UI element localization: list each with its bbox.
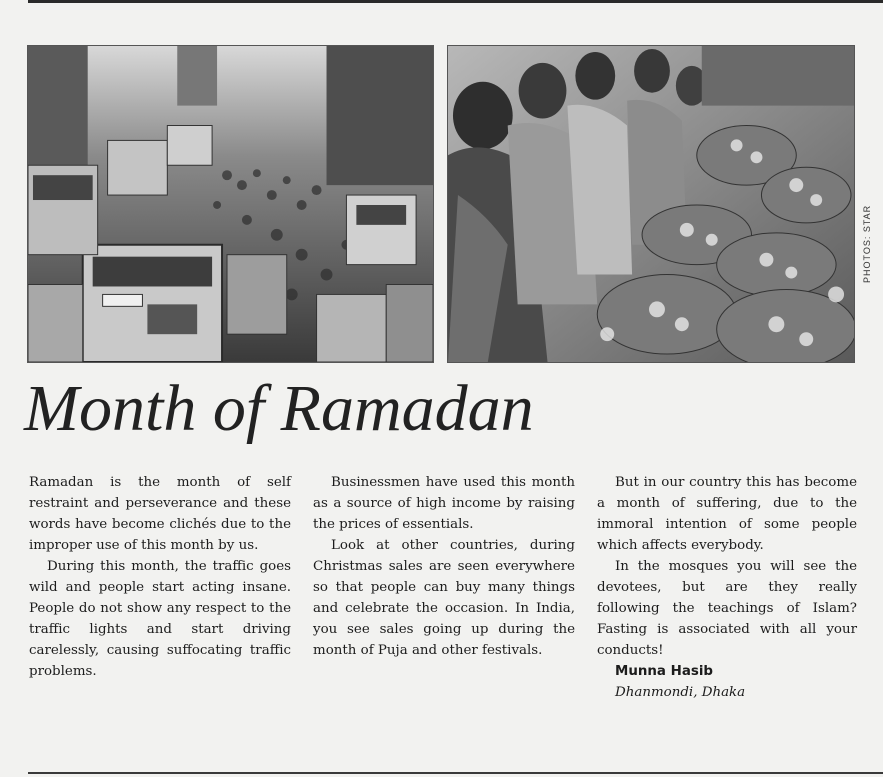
article-column-1 [29,472,291,682]
paragraph: Look at other countries, during Christmas sales are seen everywhere so that people can buy many things and celebrate the occasion. In India, you see sales going up during the month of Puja and other festivals. [313,538,575,658]
article-column-2 [313,472,575,661]
author-location: Dhanmondi, Dhaka [615,685,746,700]
paragraph: In the mosques you will see the devotees, but are they really following the teachings of Islam? Fasting is associated with all your conducts! [597,559,857,658]
article-column-3 [597,472,857,703]
vegetable-market-photo [447,45,855,363]
paragraph: Ramadan is the month of self restraint and perseverance and these words have become clichés due to the improper use of this month by us. [29,475,291,553]
bottom-rule [28,772,883,774]
top-rule [28,0,883,3]
photo-credit: PHOTOS: STAR [862,204,872,283]
vegetable-market-image [448,46,854,362]
author-name: Munna Hasib [615,664,714,679]
paragraph: Businessmen have used this month as a source of high income by raising the prices of essentials. [313,475,575,532]
headline: Month of Ramadan [24,372,534,445]
paragraph: But in our country this has become a month of suffering, due to the immoral intention of some people which affects everybody. [597,475,857,553]
traffic-jam-photo [27,45,434,363]
traffic-jam-image [28,46,433,362]
paragraph: During this month, the traffic goes wild and people start acting insane. People do not show any respect to the traffic lights and start driving carelessly, causing suffocating traffic problems. [29,559,291,679]
